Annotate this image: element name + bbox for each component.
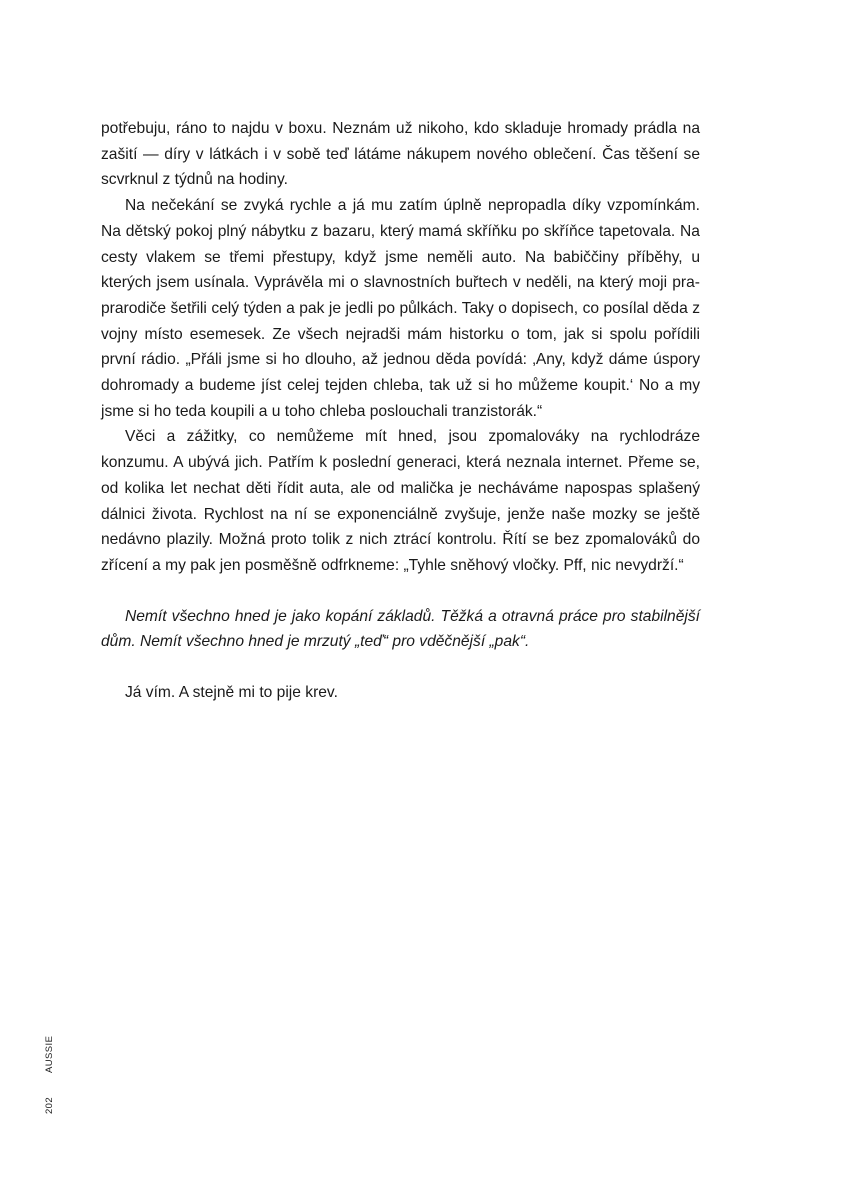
page-body [101,116,700,706]
closing-line: Já vím. A stejně mi to pije krev. [125,684,338,702]
folio [41,1020,61,1115]
paragraph-2: Na nečekání se zvyká rychle a já mu zatím úplně nepropadla díky vzpomínkám. Na dětský pokoj plný nábytku z bazaru, který mamá skříňku po skříňce tapetovala. Na cesty vlakem se třemi přestupy, když jsme neměli auto. Na babiččiny příběhy, u kterých jsem usínala. Vyprávěla mi o slavnostních buřtech v neděli, na který moji pra-prarodiče šetřili celý týden a pak je jedli po půlkách. Taky o dopisech, co posílal děda z vojny místo esemesek. Ze všech nejradši mám historku o tom, jak si spolu pořídili první rádio. „Přáli jsme si ho dlouho, až jednou děda povídá: ‚Any, když dáme úspory dohromady a budeme jíst celej tejden chleba, tak už si ho můžeme koupit.‘ No a my jsme si ho teda koupili a u toho chleba poslouchali tranzistorák.“ [101,197,700,420]
paragraph-3: Věci a zážitky, co nemůžeme mít hned, jsou zpomalováky na rychlodráze konzumu. A ubývá jich. Patřím k poslední generaci, která neznala internet. Přeme se, od kolika let nechat děti řídit auta, ale od malička je necháváme napospas splašený dálnici života. Rychlost na ní se exponenciálně zvyšuje, jenže naše mozky se ještě nedávno plazily. Možná proto tolik z nich ztrácí kontrolu. Řítí se bez zpomalováků do zřícení a my pak jen posměšně odfrkneme: „Tyhle sněhový vločky. Pff, nic nevydrží.“ [101,428,700,574]
page-number: 202 [44,1096,55,1114]
paragraph-1: potřebuju, ráno to najdu v boxu. Neznám už nikoho, kdo skladuje hromady prádla na zašití — díry v látkách i v sobě teď látáme nákupem nového oblečení. Čas těšení se scvrknul z týdnů na hodiny. [101,120,700,189]
italic-quote: Nemít všechno hned je jako kopání základů. Těžká a otravná práce pro stabilnější dům. Nemít všechno hned je mrzutý „teď“ pro vděčnější „pak“. [101,607,700,651]
running-title: AUSSIE [44,1035,55,1073]
